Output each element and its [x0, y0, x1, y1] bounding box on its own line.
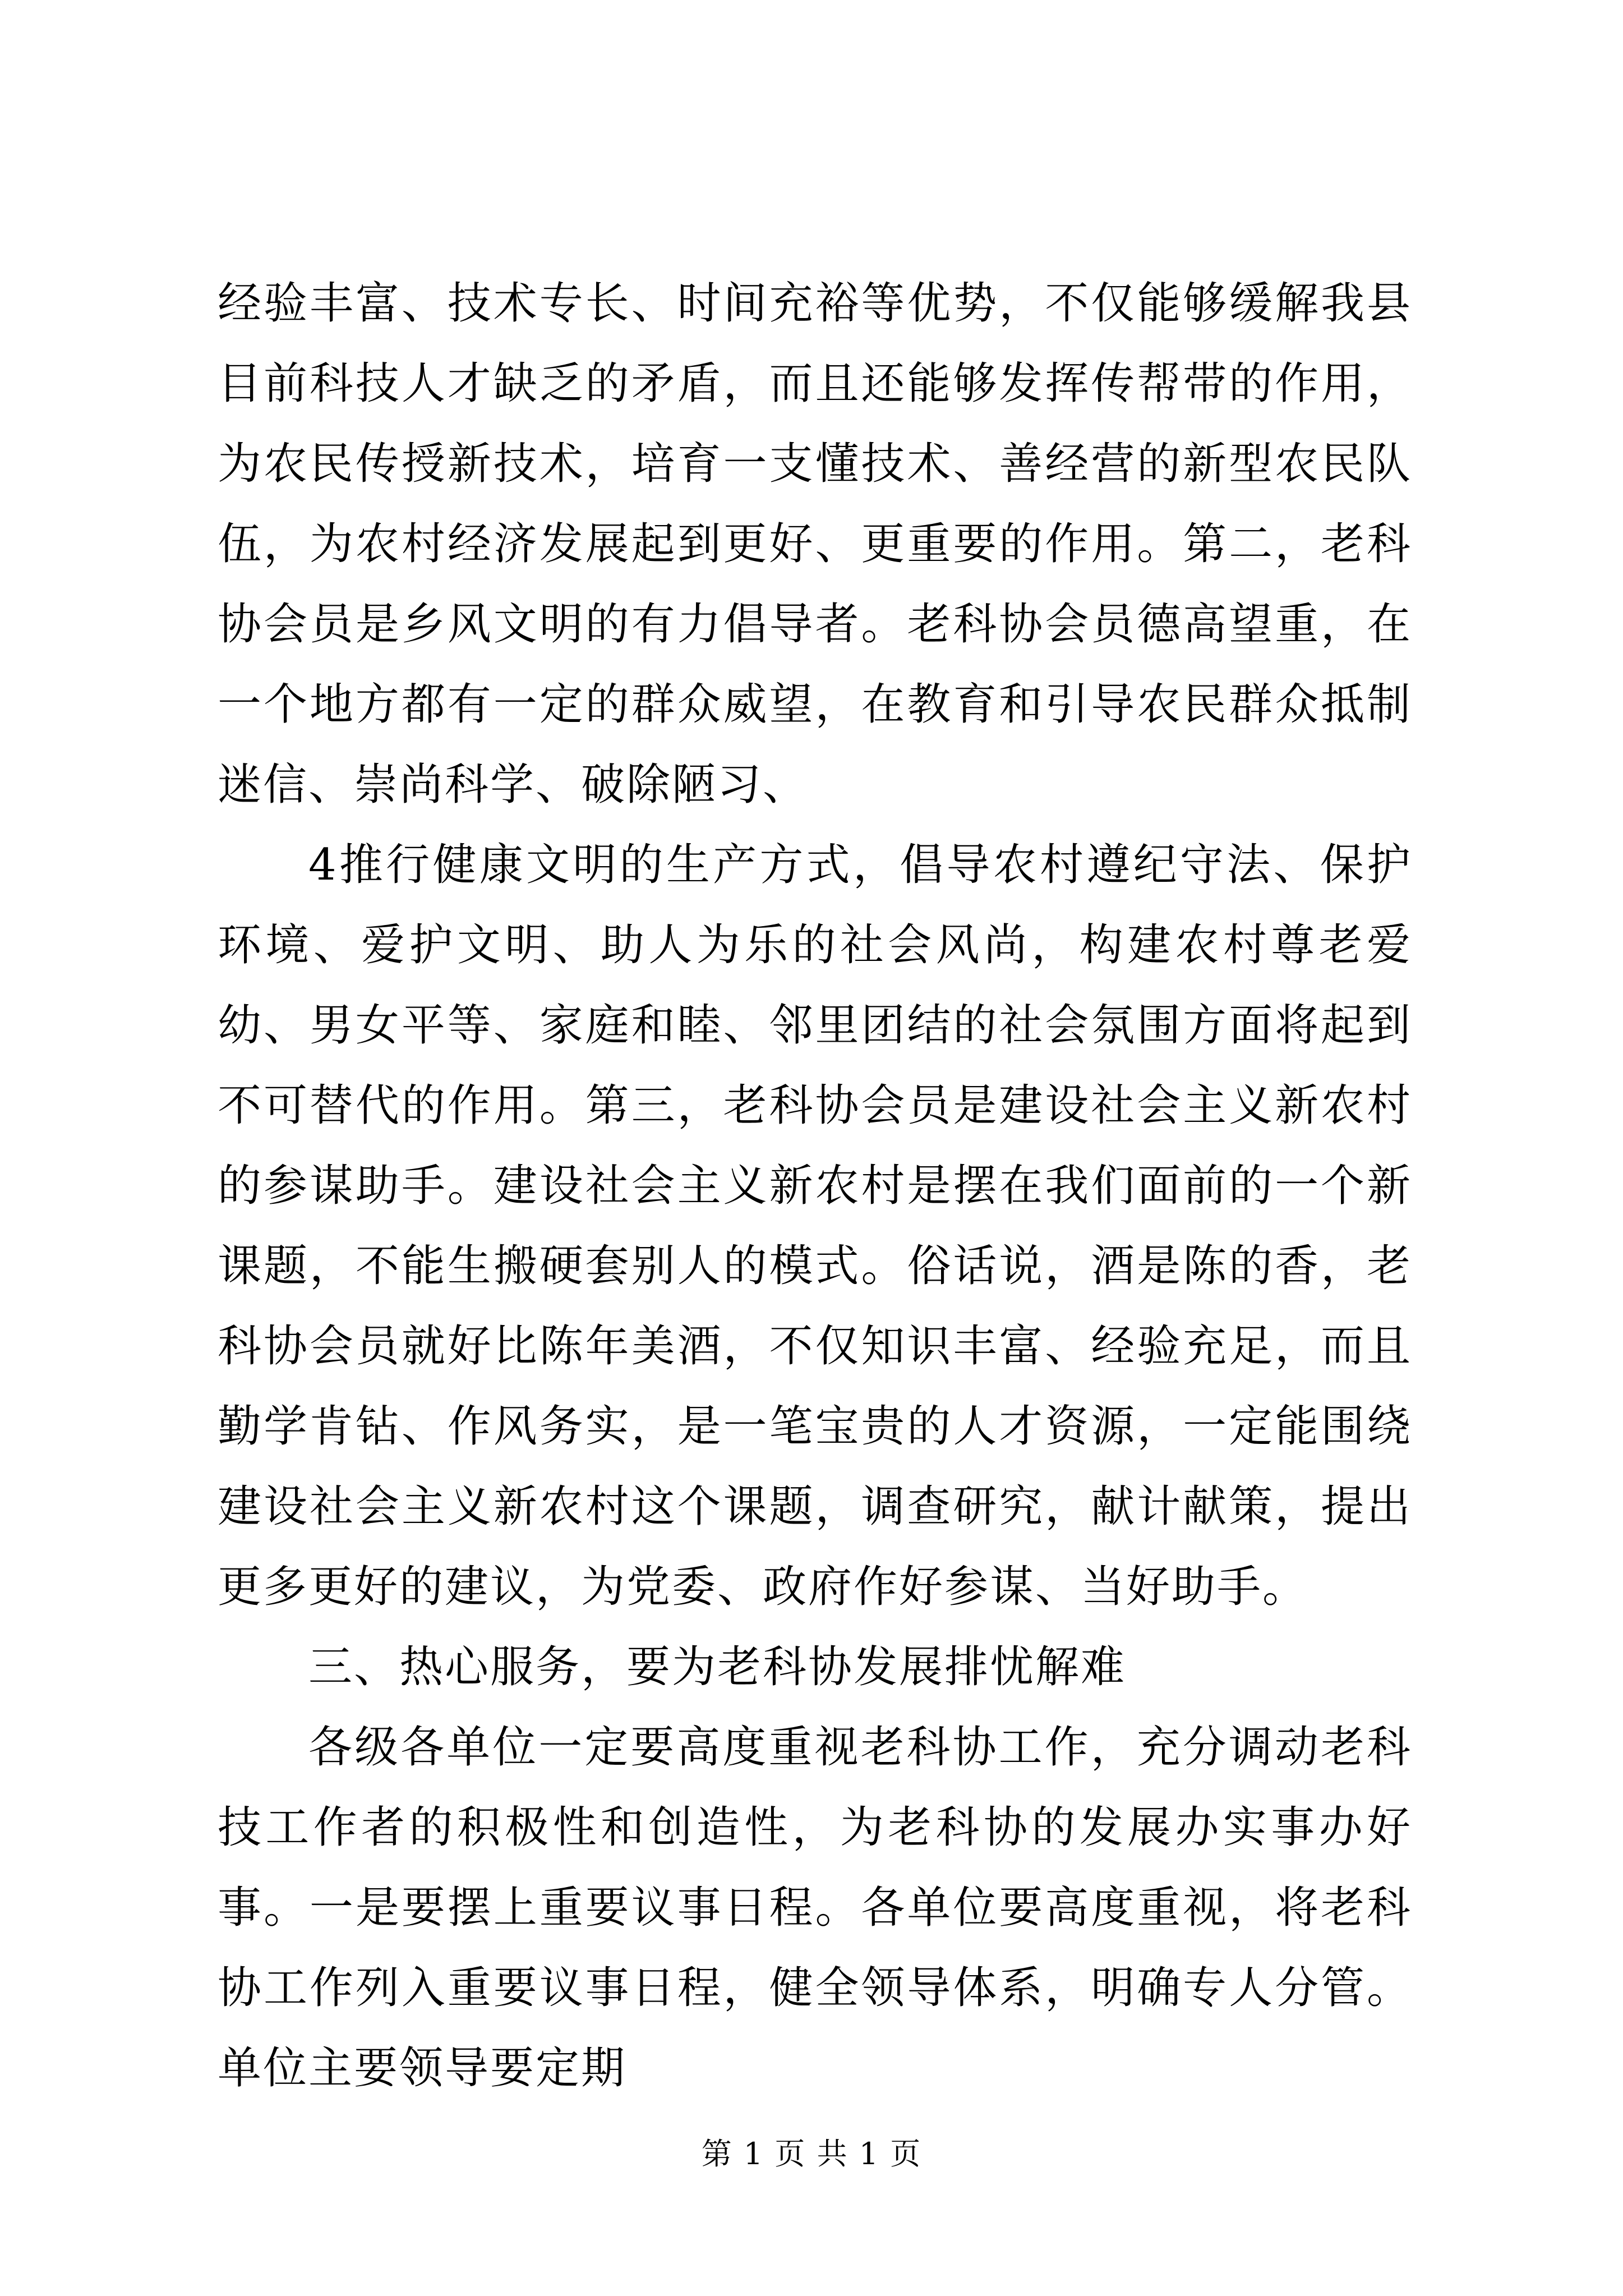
- section-heading: 三、热心服务，要为老科协发展排忧解难: [308, 1642, 1127, 1692]
- paragraph-3: 各级各单位一定要高度重视老科协工作，充分调动老科技工作者的积极性和创造性，为老科协的发展办实事办好事。一是要摆上重要议事日程。各单位要高度重视，将老科协工作列入重要议事日程，健全领导体系，明确专人分管。单位主要领导要定期: [218, 1722, 1412, 2093]
- paragraph-1: 经验丰富、技术专长、时间充裕等优势，不仅能够缓解我县目前科技人才缺乏的矛盾，而且还能够发挥传帮带的作用，为农民传授新技术，培育一支懂技术、善经营的新型农民队伍，为农村经济发展起到更好、更重要的作用。第二，老科协会员是乡风文明的有力倡导者。老科协会员德高望重，在一个地方都有一定的群众威望，在教育和引导农民群众抵制迷信、崇尚科学、破除陋习、: [218, 278, 1412, 810]
- page-footer: 第 1 页 共 1 页: [701, 2136, 922, 2171]
- paragraph-2: 4推行健康文明的生产方式，倡导农村遵纪守法、保护环境、爱护文明、助人为乐的社会风尚，构建农村尊老爱幼、男女平等、家庭和睦、邻里团结的社会氛围方面将起到不可替代的作用。第三，老科协会员是建设社会主义新农村的参谋助手。建设社会主义新农村是摆在我们面前的一个新课题，不能生搬硬套别人的模式。俗话说，酒是陈的香，老科协会员就好比陈年美酒，不仅知识丰富、经验充足，而且勤学肯钻、作风务实，是一笔宝贵的人才资源，一定能围绕建设社会主义新农村这个课题，调查研究，献计献策，提出更多更好的建议，为党委、政府作好参谋、当好助手。: [218, 840, 1412, 1612]
- document-body: [218, 264, 1412, 2109]
